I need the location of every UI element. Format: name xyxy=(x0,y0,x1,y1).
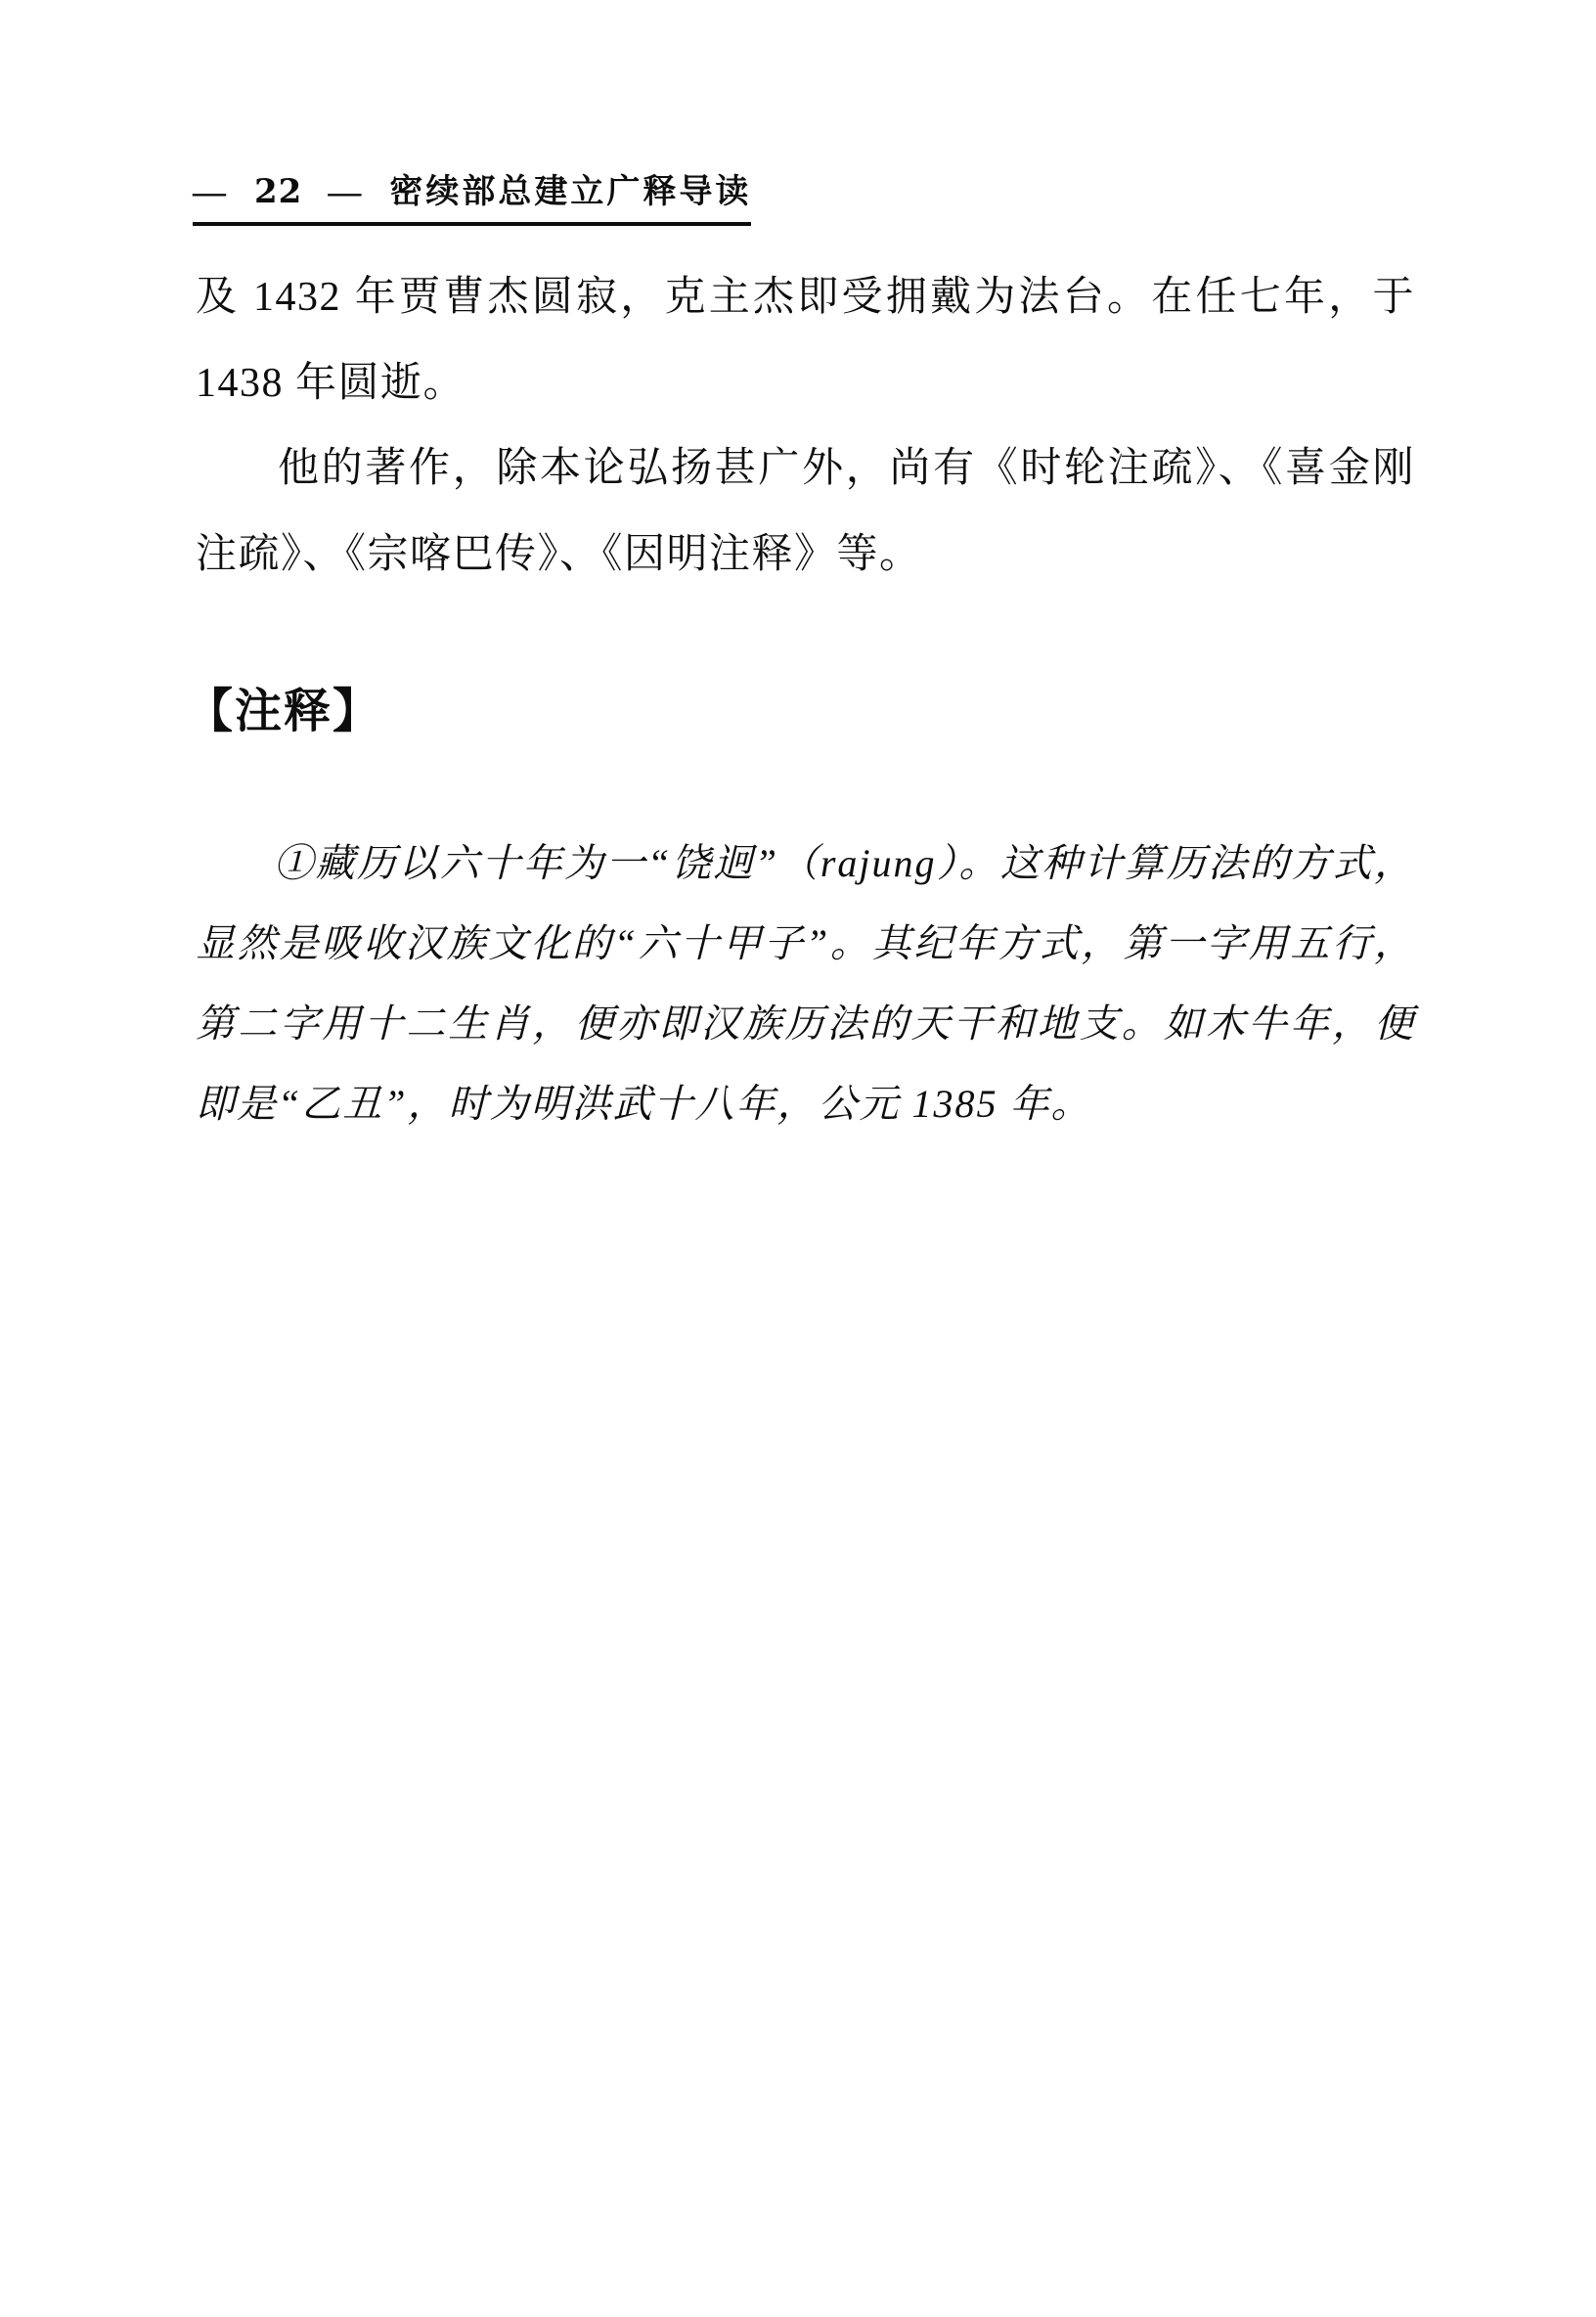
main-text-block xyxy=(196,255,1415,598)
header-dash-right: — xyxy=(328,174,365,210)
paragraph-works: 他的著作，除本论弘扬甚广外，尚有《时轮注疏》、《喜金刚注疏》、《宗喀巴传》、《因明注释》等。 xyxy=(196,446,1415,577)
notes-text-block xyxy=(196,824,1415,1144)
header-book-title: 密续部总建立广释导读 xyxy=(389,174,752,210)
running-header xyxy=(193,164,751,226)
notes-section-heading: 【注释】 xyxy=(186,686,382,737)
page-number: 22 xyxy=(254,172,303,211)
paragraph-continuation: 及 1432 年贾曹杰圆寂，克主杰即受拥戴为法台。在任七年，于 1438 年圆逝。 xyxy=(196,275,1415,406)
header-dash-left: — xyxy=(193,174,229,210)
note-item-1: ①藏历以六十年为一“饶迥”（rajung）。这种计算历法的方式，显然是吸收汉族文化的“六十甲子”。其纪年方式，第一字用五行，第二字用十二生肖，便亦即汉族历法的天干和地支。如木牛年，便即是“乙丑”，时为明洪武十八年，公元 1385 年。 xyxy=(196,841,1415,1126)
